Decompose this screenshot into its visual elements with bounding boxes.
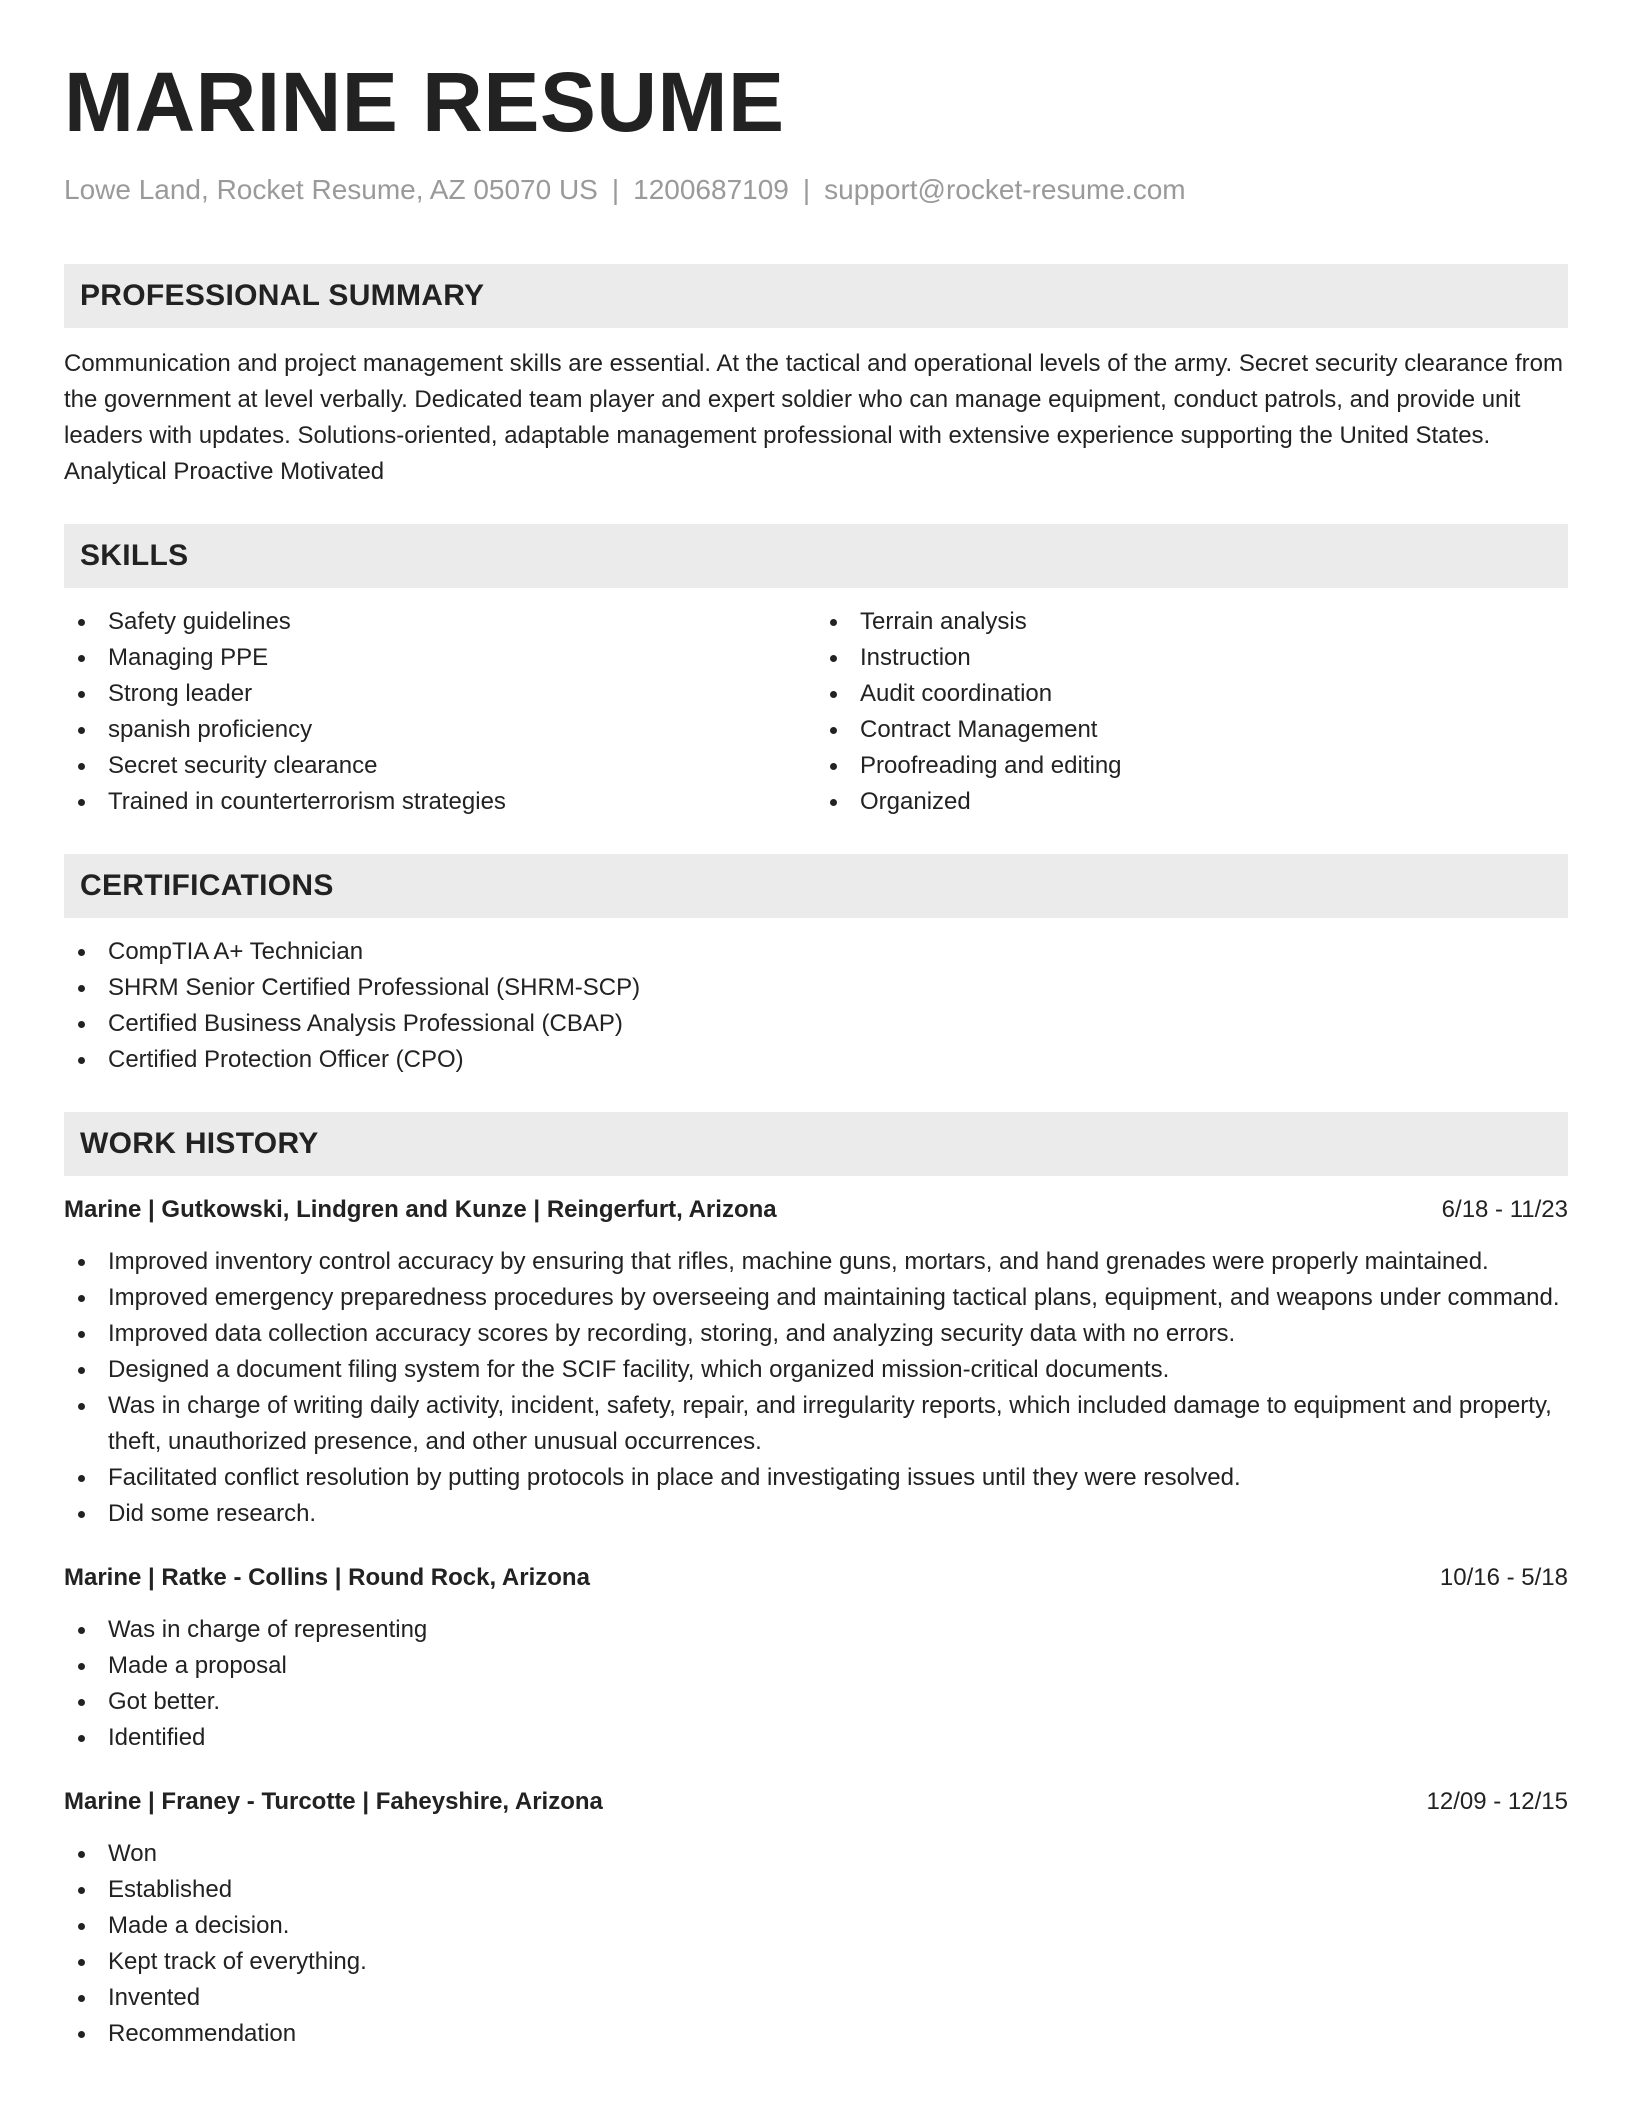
skills-list-left [64, 604, 816, 820]
certification-item: Certified Protection Officer (CPO) [64, 1042, 1568, 1078]
job-header [64, 1784, 1568, 1820]
job-bullet: Facilitated conflict resolution by putting protocols in place and investigating issues until they were resolved. [64, 1460, 1568, 1496]
skill-item: Secret security clearance [64, 748, 816, 784]
job-title: Marine | Ratke - Collins | Round Rock, Arizona [64, 1564, 590, 1591]
skill-item: Trained in counterterrorism strategies [64, 784, 816, 820]
job-dates: 6/18 - 11/23 [1441, 1196, 1568, 1223]
certification-item: SHRM Senior Certified Professional (SHRM-SCP) [64, 970, 1568, 1006]
job-title: Marine | Gutkowski, Lindgren and Kunze | Reingerfurt, Arizona [64, 1196, 777, 1223]
job-bullet: Did some research. [64, 1496, 1568, 1532]
job-entry [64, 1560, 1568, 1756]
job-bullet: Kept track of everything. [64, 1944, 1568, 1980]
skill-item: Managing PPE [64, 640, 816, 676]
certification-item: Certified Business Analysis Professional (CBAP) [64, 1006, 1568, 1042]
job-dates: 12/09 - 12/15 [1426, 1788, 1568, 1815]
job-title: Marine | Franey - Turcotte | Faheyshire, Arizona [64, 1788, 603, 1815]
job-bullet: Won [64, 1836, 1568, 1872]
contact-separator: | [802, 174, 811, 205]
contact-address: Lowe Land, Rocket Resume, AZ 05070 US [64, 174, 598, 205]
job-entry [64, 1192, 1568, 1532]
skill-item: Terrain analysis [816, 604, 1568, 640]
job-bullet: Invented [64, 1980, 1568, 2016]
job-bullet: Made a decision. [64, 1908, 1568, 1944]
skill-item: Organized [816, 784, 1568, 820]
summary-text: Communication and project management skills are essential. At the tactical and operational levels of the army. Secret security clearance from the government at level verbally. Dedicated team player and expert soldier who can manage equipment, conduct patrols, and provide unit leaders with updates. Solutions-oriented, adaptable management professional with extensive experience supporting the United States. Analytical Proactive Motivated [64, 350, 1563, 485]
skill-item: Audit coordination [816, 676, 1568, 712]
contact-separator: | [611, 174, 620, 205]
job-bullet: Recommendation [64, 2016, 1568, 2052]
skill-item: Strong leader [64, 676, 816, 712]
skills-columns [64, 604, 1568, 820]
skill-item: Contract Management [816, 712, 1568, 748]
job-header [64, 1560, 1568, 1596]
certification-item: CompTIA A+ Technician [64, 934, 1568, 970]
skill-item: Instruction [816, 640, 1568, 676]
skill-item: Proofreading and editing [816, 748, 1568, 784]
job-bullets [64, 1836, 1568, 2052]
job-header [64, 1192, 1568, 1228]
section-header-summary: PROFESSIONAL SUMMARY [64, 264, 1568, 328]
certifications-list [64, 934, 1568, 1078]
job-bullet: Was in charge of writing daily activity, incident, safety, repair, and irregularity reports, which included damage to equipment and property, theft, unauthorized presence, and other unusual occurrences. [64, 1388, 1568, 1460]
section-header-skills: SKILLS [64, 524, 1568, 588]
job-bullet: Made a proposal [64, 1648, 1568, 1684]
job-bullet: Got better. [64, 1684, 1568, 1720]
job-bullet: Was in charge of representing [64, 1612, 1568, 1648]
job-dates: 10/16 - 5/18 [1439, 1564, 1568, 1591]
contact-phone: 1200687109 [633, 174, 789, 205]
job-bullet: Improved inventory control accuracy by ensuring that rifles, machine guns, mortars, and hand grenades were properly maintained. [64, 1244, 1568, 1280]
job-bullet: Improved emergency preparedness procedures by overseeing and maintaining tactical plans, equipment, and weapons under command. [64, 1280, 1568, 1316]
skill-item: Safety guidelines [64, 604, 816, 640]
job-entry [64, 1784, 1568, 2052]
contact-email: support@rocket-resume.com [824, 174, 1186, 205]
resume-title: MARINE RESUME [64, 55, 785, 149]
job-bullet: Designed a document filing system for the SCIF facility, which organized mission-critical documents. [64, 1352, 1568, 1388]
contact-line [64, 172, 1568, 208]
skill-item: spanish proficiency [64, 712, 816, 748]
job-bullets [64, 1612, 1568, 1756]
skills-list-right [816, 604, 1568, 820]
section-header-certifications: CERTIFICATIONS [64, 854, 1568, 918]
job-bullet: Improved data collection accuracy scores by recording, storing, and analyzing security data with no errors. [64, 1316, 1568, 1352]
section-header-work-history: WORK HISTORY [64, 1112, 1568, 1176]
job-bullet: Identified [64, 1720, 1568, 1756]
job-bullets [64, 1244, 1568, 1532]
job-bullet: Established [64, 1872, 1568, 1908]
